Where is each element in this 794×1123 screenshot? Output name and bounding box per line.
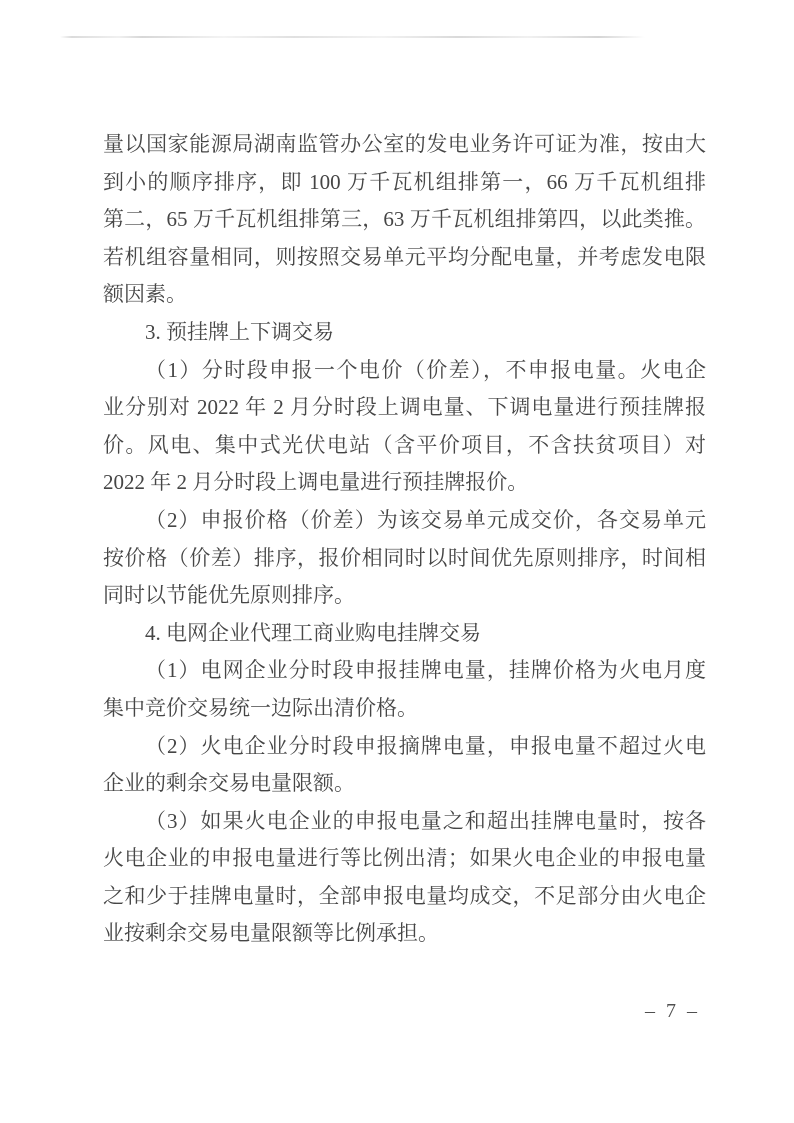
text-line: 到小的顺序排序，即 100 万千瓦机组排第一，66 万千瓦机组排	[103, 169, 706, 194]
text-line: （1）分时段申报一个电价（价差），不申报电量。火电企	[145, 357, 706, 382]
text-line: （2）申报价格（价差）为该交易单元成交价，各交易单元	[145, 507, 706, 532]
text-line: 业按剩余交易电量限额等比例承担。	[103, 921, 439, 946]
text-line: 2022 年 2 月分时段上调电量进行预挂牌报价。	[103, 470, 529, 495]
text-line: 火电企业的申报电量进行等比例出清；如果火电企业的申报电量	[103, 846, 706, 871]
text-line: 同时以节能优先原则排序。	[103, 583, 355, 608]
text-line: 第二，65 万千瓦机组排第三，63 万千瓦机组排第四，以此类推。	[103, 207, 706, 232]
section-heading: 3. 预挂牌上下调交易	[145, 319, 334, 344]
text-line: 量以国家能源局湖南监管办公室的发电业务许可证为准，按由大	[103, 132, 706, 156]
text-line: 价。风电、集中式光伏电站（含平价项目，不含扶贫项目）对	[103, 432, 706, 457]
page-number: – 7 –	[645, 1000, 700, 1022]
text-line: （1）电网企业分时段申报挂牌电量，挂牌价格为火电月度	[145, 658, 706, 683]
text-line: （3）如果火电企业的申报电量之和超出挂牌电量时，按各	[145, 808, 706, 833]
text-line: 企业的剩余交易电量限额。	[103, 771, 355, 796]
text-line: 按价格（价差）排序，报价相同时以时间优先原则排序，时间相	[103, 545, 706, 570]
text-line: 业分别对 2022 年 2 月分时段上调电量、下调电量进行预挂牌报	[103, 395, 706, 420]
section-heading: 4. 电网企业代理工商业购电挂牌交易	[145, 620, 481, 645]
text-line: 额因素。	[103, 282, 187, 307]
scan-artifact-line	[60, 36, 645, 38]
document-body	[103, 126, 706, 953]
text-line: （2）火电企业分时段申报摘牌电量，申报电量不超过火电	[145, 733, 706, 758]
text-line: 若机组容量相同，则按照交易单元平均分配电量，并考虑发电限	[103, 244, 706, 269]
text-line: 集中竞价交易统一边际出清价格。	[103, 695, 418, 720]
text-line: 之和少于挂牌电量时，全部申报电量均成交，不足部分由火电企	[103, 883, 706, 908]
